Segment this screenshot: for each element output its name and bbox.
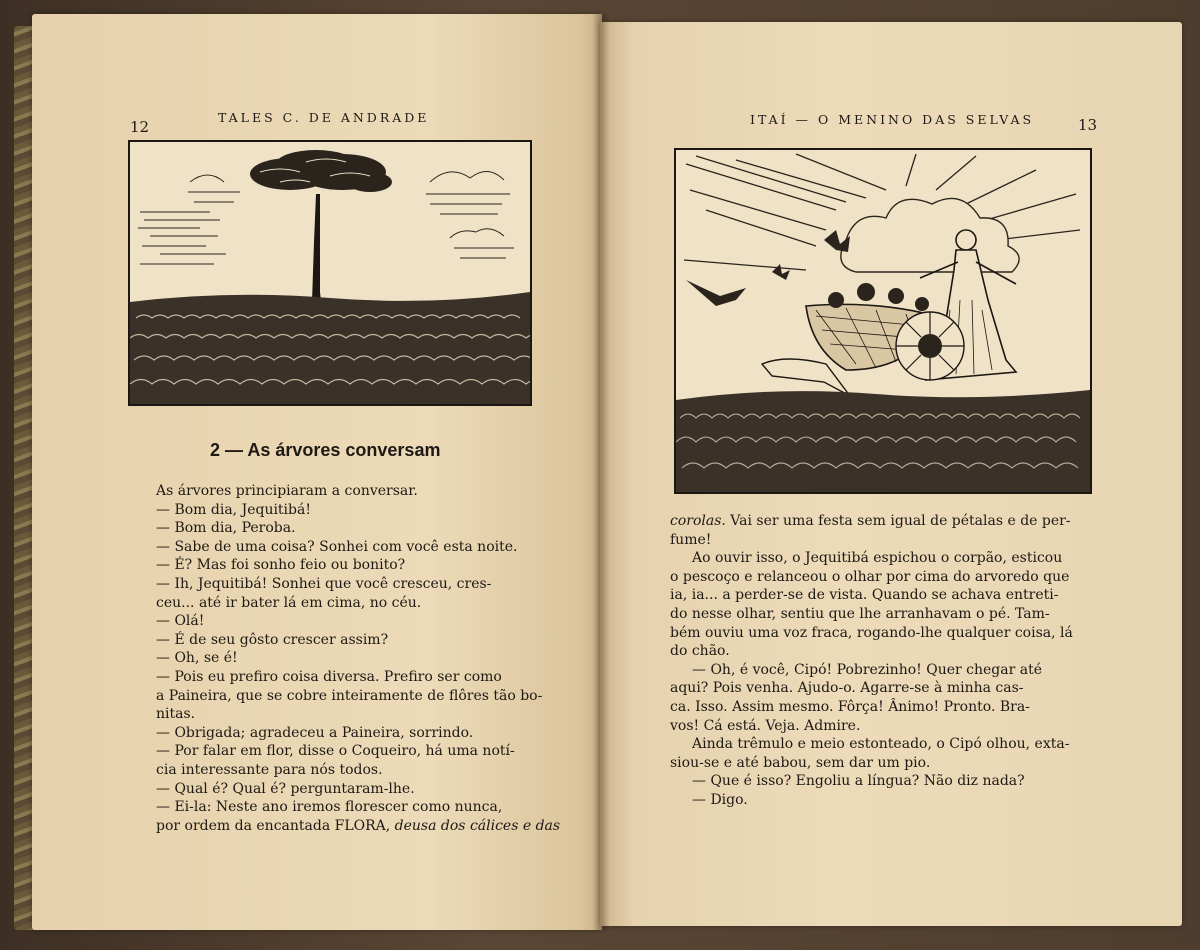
left-page [32,14,602,930]
text-line: — Ei-la: Neste ano iremos florescer como nunca, [156,799,503,816]
text-line: aqui? Pois venha. Ajudo-o. Agarre-se à minha cas- [670,680,1024,697]
chapter-title: 2 — As árvores conversam [210,440,441,460]
text-line: — É? Mas foi sonho feio ou bonito? [156,557,406,574]
text-line: — É de seu gôsto crescer assim? [156,631,389,648]
text-line: a Paineira, que se cobre inteiramente de flôres tão bo- [156,687,543,704]
text-line: bém ouviu uma voz fraca, rogando-lhe qualquer coisa, lá [670,624,1073,641]
text-line: ia, ia... a perder-se de vista. Quando se achava entreti- [670,587,1059,604]
tree-landscape-illustration [128,140,532,406]
text-line: — Oh, se é! [156,650,238,667]
text-line: vos! Cá está. Veja. Admire. [670,717,861,734]
right-running-head: ITAÍ — O MENINO DAS SELVAS [750,112,1035,127]
text-line: — Sabe de uma coisa? Sonhei com você esta noite. [156,538,518,555]
right-page [600,22,1182,926]
text-line: — Bom dia, Peroba. [156,520,296,537]
right-page-text [670,512,1073,810]
text-line: — Qual é? Qual é? perguntaram-lhe. [156,780,415,797]
left-page-number: 12 [130,118,150,136]
text-line: ca. Isso. Assim mesmo. Fôrça! Ânimo! Pronto. Bra- [670,698,1030,715]
text-line: cia interessante para nós todos. [156,761,383,778]
text-line: do nesse olhar, sentiu que lhe arranhavam o pé. Tam- [670,605,1050,622]
text-line: — Olá! [156,613,205,630]
text-line: do chão. [670,643,730,660]
text-line: ceu... até ir bater lá em cima, no céu. [156,594,422,611]
text-line-last [156,817,560,836]
text-plain: por ordem da encantada FLORA, [156,817,395,834]
text-plain: Vai ser uma festa sem igual de pétalas e de per- [725,513,1071,529]
text-italic: deusa dos cálices e das [394,817,561,834]
text-line: — Por falar em flor, disse o Coqueiro, há uma notí- [156,743,515,760]
right-page-number: 13 [1078,116,1098,134]
text-line-first [670,512,1073,531]
text-line: siou-se e até babou, sem dar um pio. [670,754,931,771]
book-gutter [592,14,610,930]
text-line: — Que é isso? Engoliu a língua? Não diz nada? [692,773,1025,790]
text-line: — Obrigada; agradeceu a Paineira, sorrindo. [156,724,474,741]
text-line: Ainda trêmulo e meio estonteado, o Cipó olhou, exta- [692,736,1070,753]
text-line: — Ih, Jequitibá! Sonhei que você cresceu, cres- [156,575,492,592]
text-line: fume! [670,531,712,548]
text-line: o pescoço e relanceou o olhar por cima do arvoredo que [670,568,1070,585]
text-line: Ao ouvir isso, o Jequitibá espichou o corpão, esticou [692,550,1063,567]
text-line: — Oh, é você, Cipó! Pobrezinho! Quer chegar até [692,661,1042,678]
text-line: — Digo. [692,791,748,808]
text-line: nitas. [156,706,196,723]
flora-goddess-illustration [674,148,1092,494]
text-line: — Pois eu prefiro coisa diversa. Prefiro ser como [156,668,502,685]
text-line: — Bom dia, Jequitibá! [156,501,311,518]
text-italic: corolas. [670,513,726,529]
text-line: As árvores principiaram a conversar. [156,483,418,499]
left-page-text [156,482,560,835]
left-running-head: TALES C. DE ANDRADE [218,110,430,125]
